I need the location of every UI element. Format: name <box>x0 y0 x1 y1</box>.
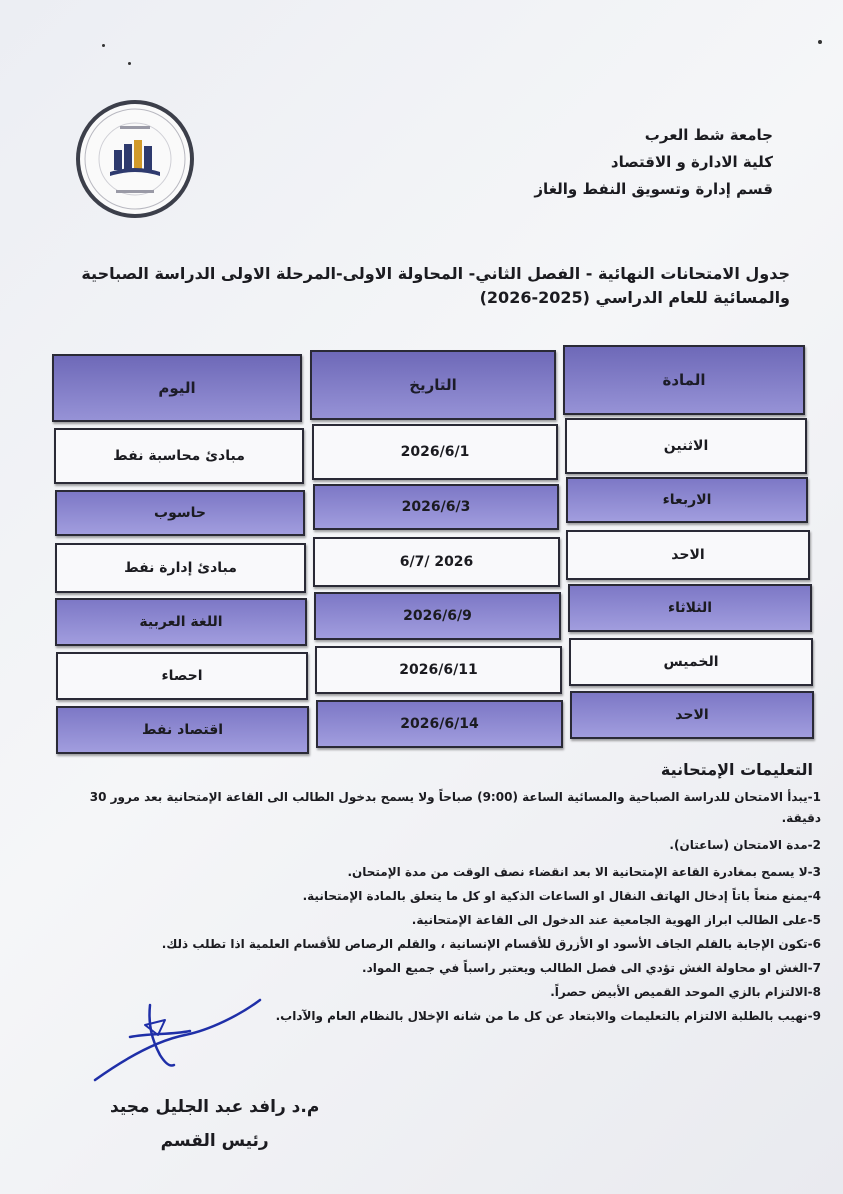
document-title <box>60 262 790 310</box>
handwritten-signature <box>90 995 270 1090</box>
table-cell-date: 2026/6/11 <box>315 646 562 694</box>
table-cell-date: 2026 /6/7 <box>313 537 560 587</box>
instruction-item: 6-تكون الإجابة بالقلم الجاف الأسود او الأزرق للأقسام الإنسانية ، والقلم الرصاص للأقسام العلمية اذا تطلب ذلك. <box>161 937 821 951</box>
speck <box>102 44 105 47</box>
speck <box>128 62 131 65</box>
title-line-1: جدول الامتحانات النهائية - الفصل الثاني- المحاولة الاولى-المرحلة الاولى الدراسة الصباحية <box>81 264 790 283</box>
table-cell-date: 2026/6/1 <box>312 424 558 480</box>
signer-role: رئيس القسم <box>160 1131 269 1151</box>
title-line-2: والمسائية للعام الدراسي (2025-2026) <box>479 288 790 307</box>
signer-block <box>110 1090 319 1158</box>
signer-name: م.د رافد عبد الجليل مجيد <box>110 1097 320 1117</box>
table-cell-day: الخميس <box>569 638 813 686</box>
institution-header <box>534 122 773 203</box>
university-emblem-icon <box>80 104 190 214</box>
instruction-item: دقيقة. <box>781 811 821 825</box>
instruction-item: 1-يبدأ الامتحان للدراسة الصباحية والمسائية الساعة (9:00) صباحاً ولا يسمح بدخول الطالب الى القاعة الإمتحانية بعد مرور 30 <box>89 790 821 804</box>
university-logo <box>76 100 194 218</box>
table-cell-day: الثلاثاء <box>568 584 812 632</box>
instruction-item: 7-الغش او محاولة الغش تؤدي الى فصل الطالب ويعتبر راسباً في جميع المواد. <box>362 961 821 975</box>
college-name: كلية الادارة و الاقتصاد <box>610 153 773 171</box>
table-cell-day: الاحد <box>566 530 810 580</box>
instruction-item: 8-الالتزام بالزي الموحد القميص الأبيض حصراً. <box>550 985 821 999</box>
table-cell-date: 2026/6/14 <box>316 700 563 748</box>
table-cell-day: الاثنين <box>565 418 807 474</box>
table-cell-date: 2026/6/9 <box>314 592 561 640</box>
table-cell-subject: احصاء <box>56 652 308 700</box>
instruction-item: 2-مدة الامتحان (ساعتان). <box>669 838 821 852</box>
table-cell-day: الاربعاء <box>566 477 808 523</box>
instruction-item: 5-على الطالب ابراز الهوية الجامعية عند الدخول الى القاعة الإمتحانية. <box>411 913 821 927</box>
table-cell-subject: مبادئ إدارة نفط <box>55 543 306 593</box>
instruction-item: 9-نهيب بالطلبة الالتزام بالتعليمات والابتعاد عن كل ما من شانه الإخلال بالنظام العام والآداب. <box>275 1009 821 1023</box>
instruction-item: 3-لا يسمح بمغادرة القاعة الإمتحانية الا بعد انقضاء نصف الوقت من مدة الإمتحان. <box>347 865 821 879</box>
table-cell-subject: اللغة العربية <box>55 598 307 646</box>
university-name: جامعة شط العرب <box>644 126 773 144</box>
speck <box>818 40 822 44</box>
instruction-item: 4-يمنع منعاً باتاً إدخال الهاتف النقال او الساعات الذكية او كل ما يتعلق بالمادة الإمتحانية. <box>302 889 821 903</box>
table-cell-subject: مبادئ محاسبة نفط <box>54 428 304 484</box>
table-cell-subject: حاسوب <box>55 490 305 536</box>
table-cell-date: 2026/6/3 <box>313 484 559 530</box>
table-header-date: التاريخ <box>310 350 556 420</box>
instructions-title: التعليمات الإمتحانية <box>660 760 813 779</box>
table-cell-day: الاحد <box>570 691 814 739</box>
instructions-list <box>31 787 821 1027</box>
table-header-subject: المادة <box>563 345 805 415</box>
table-header-day: اليوم <box>52 354 302 422</box>
department-name: قسم إدارة وتسويق النفط والغاز <box>534 180 773 198</box>
table-cell-subject: اقتصاد نفط <box>56 706 309 754</box>
